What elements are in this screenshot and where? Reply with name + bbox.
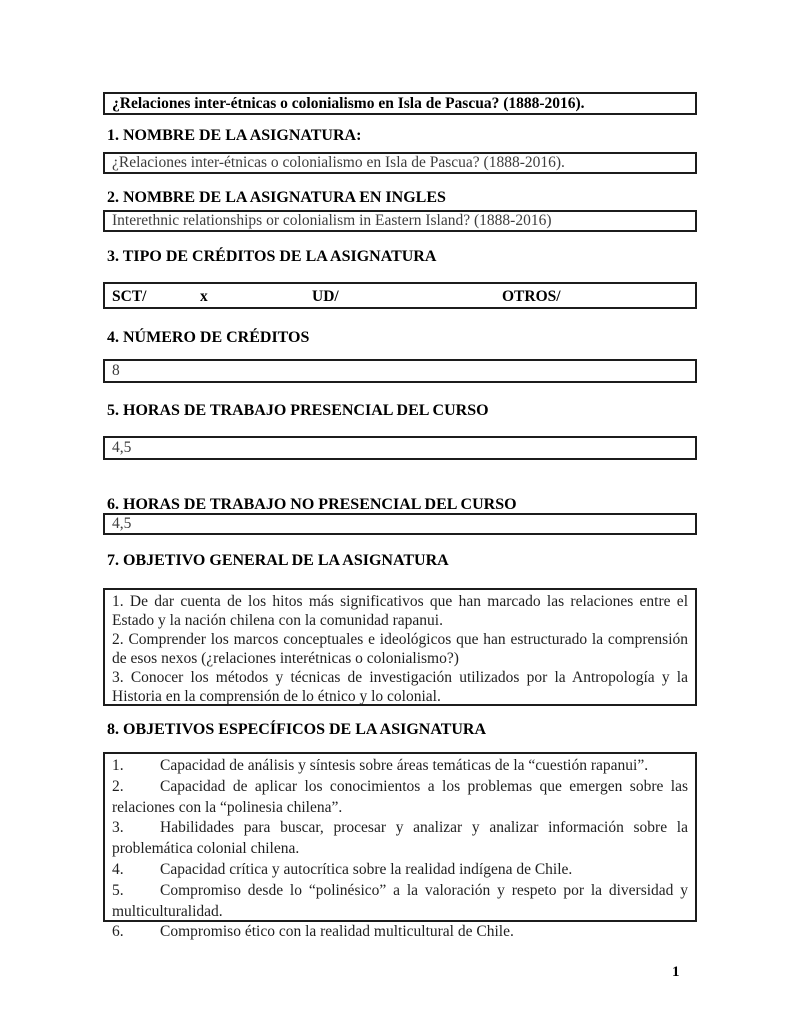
section-heading-4: 4. NÚMERO DE CRÉDITOS [107,329,310,346]
section-heading-5: 5. HORAS DE TRABAJO PRESENCIAL DEL CURSO [107,402,489,419]
credit-type-box [103,282,697,309]
objetivo-general-box [103,588,697,706]
objetivo-general-item: 2. Comprender los marcos conceptuales e ideológicos que han estructurado la comprensión de esos nexos (¿relaciones interétnicas o colonialismo?) [112,631,688,667]
objetivo-especifico-number: 4. [112,860,124,878]
objetivo-general-item: 3. Conocer los métodos y técnicas de investigación utilizados por la Antropología y la Historia en la comprensión de lo étnico y lo colonial. [112,669,688,705]
field-value-horas-presencial: 4,5 [112,439,132,456]
objetivo-general-item: 1. De dar cuenta de los hitos más significativos que han marcado las relaciones entre el Estado y la nación chilena con la comunidad rapanui. [112,593,688,629]
objetivo-especifico-text: Habilidades para buscar, procesar y analizar y analizar información sobre la problemática colonial chilena. [112,819,688,858]
field-box-horas-no-presencial [103,513,697,535]
course-title-box [103,92,697,115]
objetivo-especifico-item [112,881,688,923]
objetivo-especifico-number: 6. [112,923,124,941]
field-value-numero-creditos: 8 [112,362,120,379]
objetivo-especifico-number: 3. [112,819,124,837]
sct-label: SCT/ [112,288,147,305]
objetivo-especifico-text: Compromiso desde lo “polinésico” a la valoración y respeto por la diversidad y multiculturalidad. [112,881,688,920]
field-box-numero-creditos [103,359,697,383]
field-box-horas-presencial [103,436,697,460]
objetivo-especifico-number: 2. [112,777,124,795]
page-number: 1 [672,964,680,980]
objetivo-especifico-item [112,818,688,860]
section-heading-3: 3. TIPO DE CRÉDITOS DE LA ASIGNATURA [107,248,437,265]
section-heading-1: 1. NOMBRE DE LA ASIGNATURA: [107,127,362,144]
objetivo-especifico-number: 1. [112,757,124,774]
objetivo-especifico-number: 5. [112,881,124,899]
objetivo-especifico-text: Capacidad de análisis y síntesis sobre áreas temáticas de la “cuestión rapanui”. [160,757,649,774]
course-title: ¿Relaciones inter-étnicas o colonialismo en Isla de Pascua? (1888-2016). [112,94,585,112]
objetivo-especifico-text: Compromiso ético con la realidad multicultural de Chile. [160,923,514,941]
ud-label: UD/ [312,288,339,305]
objetivo-especifico-item [112,777,688,819]
objetivo-especifico-text: Capacidad de aplicar los conocimientos a los problemas que emergen sobre las relaciones con la “polinesia chilena”. [112,777,688,816]
objetivo-especifico-text: Capacidad crítica y autocrítica sobre la realidad indígena de Chile. [160,860,573,878]
sct-checked-value: x [200,288,208,305]
field-box-nombre-ingles [103,210,697,232]
objetivo-especifico-item [112,860,688,881]
document-content [103,92,697,941]
field-box-nombre-asignatura [103,152,697,174]
objetivo-especifico-item [112,922,688,943]
field-value-horas-no-presencial: 4,5 [112,515,132,532]
section-heading-8: 8. OBJETIVOS ESPECÍFICOS DE LA ASIGNATURA [107,721,487,738]
field-value-nombre-ingles: Interethnic relationships or colonialism in Eastern Island? (1888-2016) [112,212,552,229]
section-heading-6: 6. HORAS DE TRABAJO NO PRESENCIAL DEL CURSO [107,496,517,513]
section-heading-2: 2. NOMBRE DE LA ASIGNATURA EN INGLES [107,189,446,206]
otros-label: OTROS/ [502,288,561,305]
section-heading-7: 7. OBJETIVO GENERAL DE LA ASIGNATURA [107,552,449,569]
objetivo-especifico-item [112,756,688,777]
field-value-nombre-asignatura: ¿Relaciones inter-étnicas o colonialismo en Isla de Pascua? (1888-2016). [112,154,565,171]
objetivos-especificos-box [103,752,697,941]
